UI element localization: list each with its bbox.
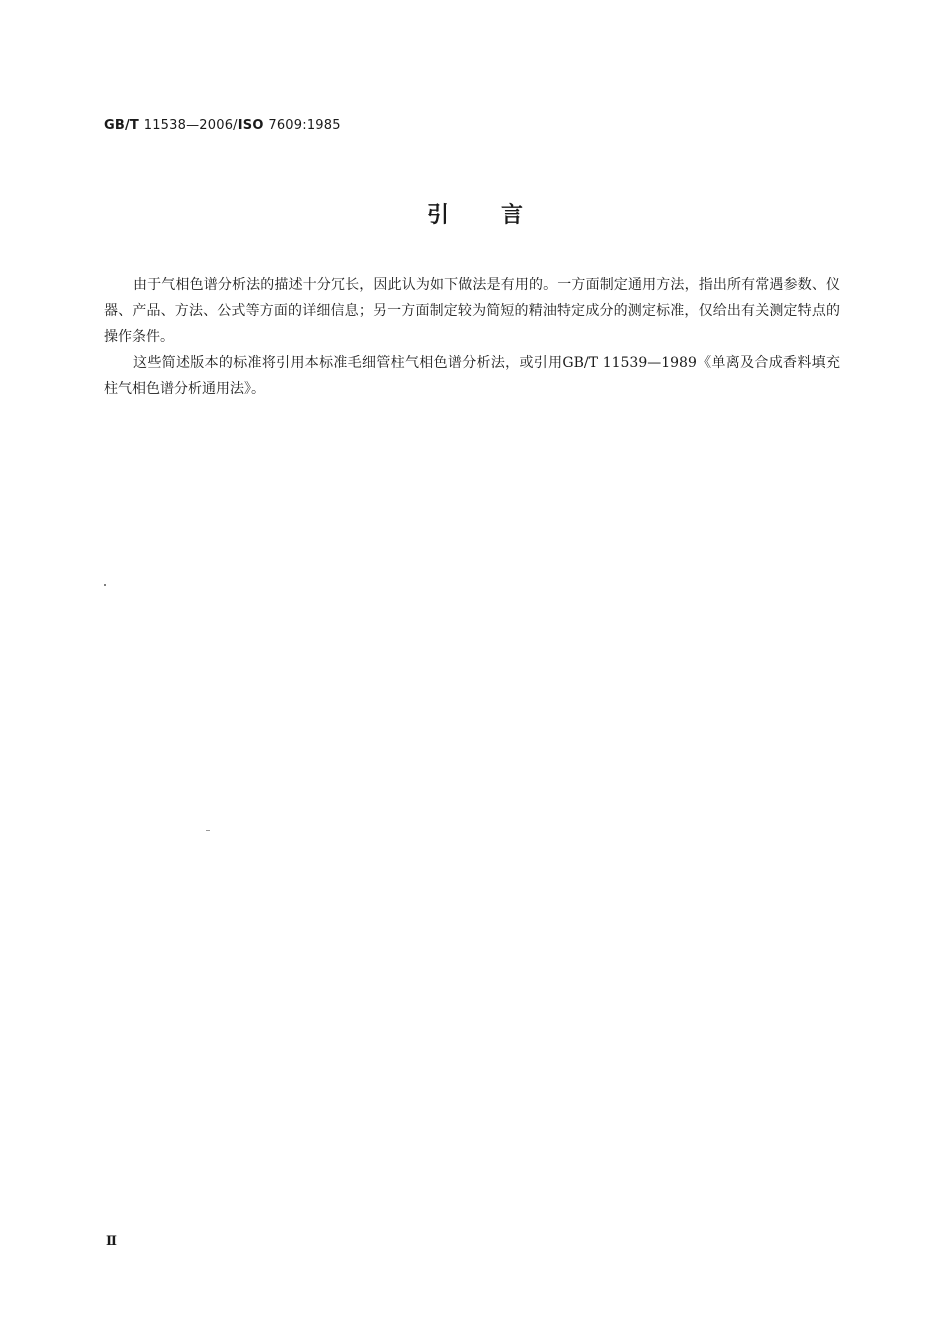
scan-speck — [104, 584, 106, 586]
introduction-body — [104, 272, 840, 402]
scan-speck — [206, 830, 210, 831]
paragraph-1: 由于气相色谱分析法的描述十分冗长，因此认为如下做法是有用的。一方面制定通用方法，指出所有常遇参数、仪器、产品、方法、公式等方面的详细信息；另一方面制定较为简短的精油特定成分的测定标准，仅给出有关测定特点的操作条件。 — [104, 277, 840, 345]
standard-designation — [104, 118, 341, 133]
std-number: 11538—2006/ — [143, 118, 238, 133]
iso-prefix: ISO — [237, 118, 264, 133]
iso-number: 7609:1985 — [268, 118, 341, 133]
paragraph-2: 这些简述版本的标准将引用本标准毛细管柱气相色谱分析法，或引用GB/T 11539—1989《单离及合成香料填充柱气相色谱分析通用法》。 — [104, 355, 840, 397]
section-title: 引言 — [426, 203, 575, 228]
std-prefix: GB/T — [104, 118, 139, 133]
page-number: Ⅱ — [106, 1234, 117, 1249]
